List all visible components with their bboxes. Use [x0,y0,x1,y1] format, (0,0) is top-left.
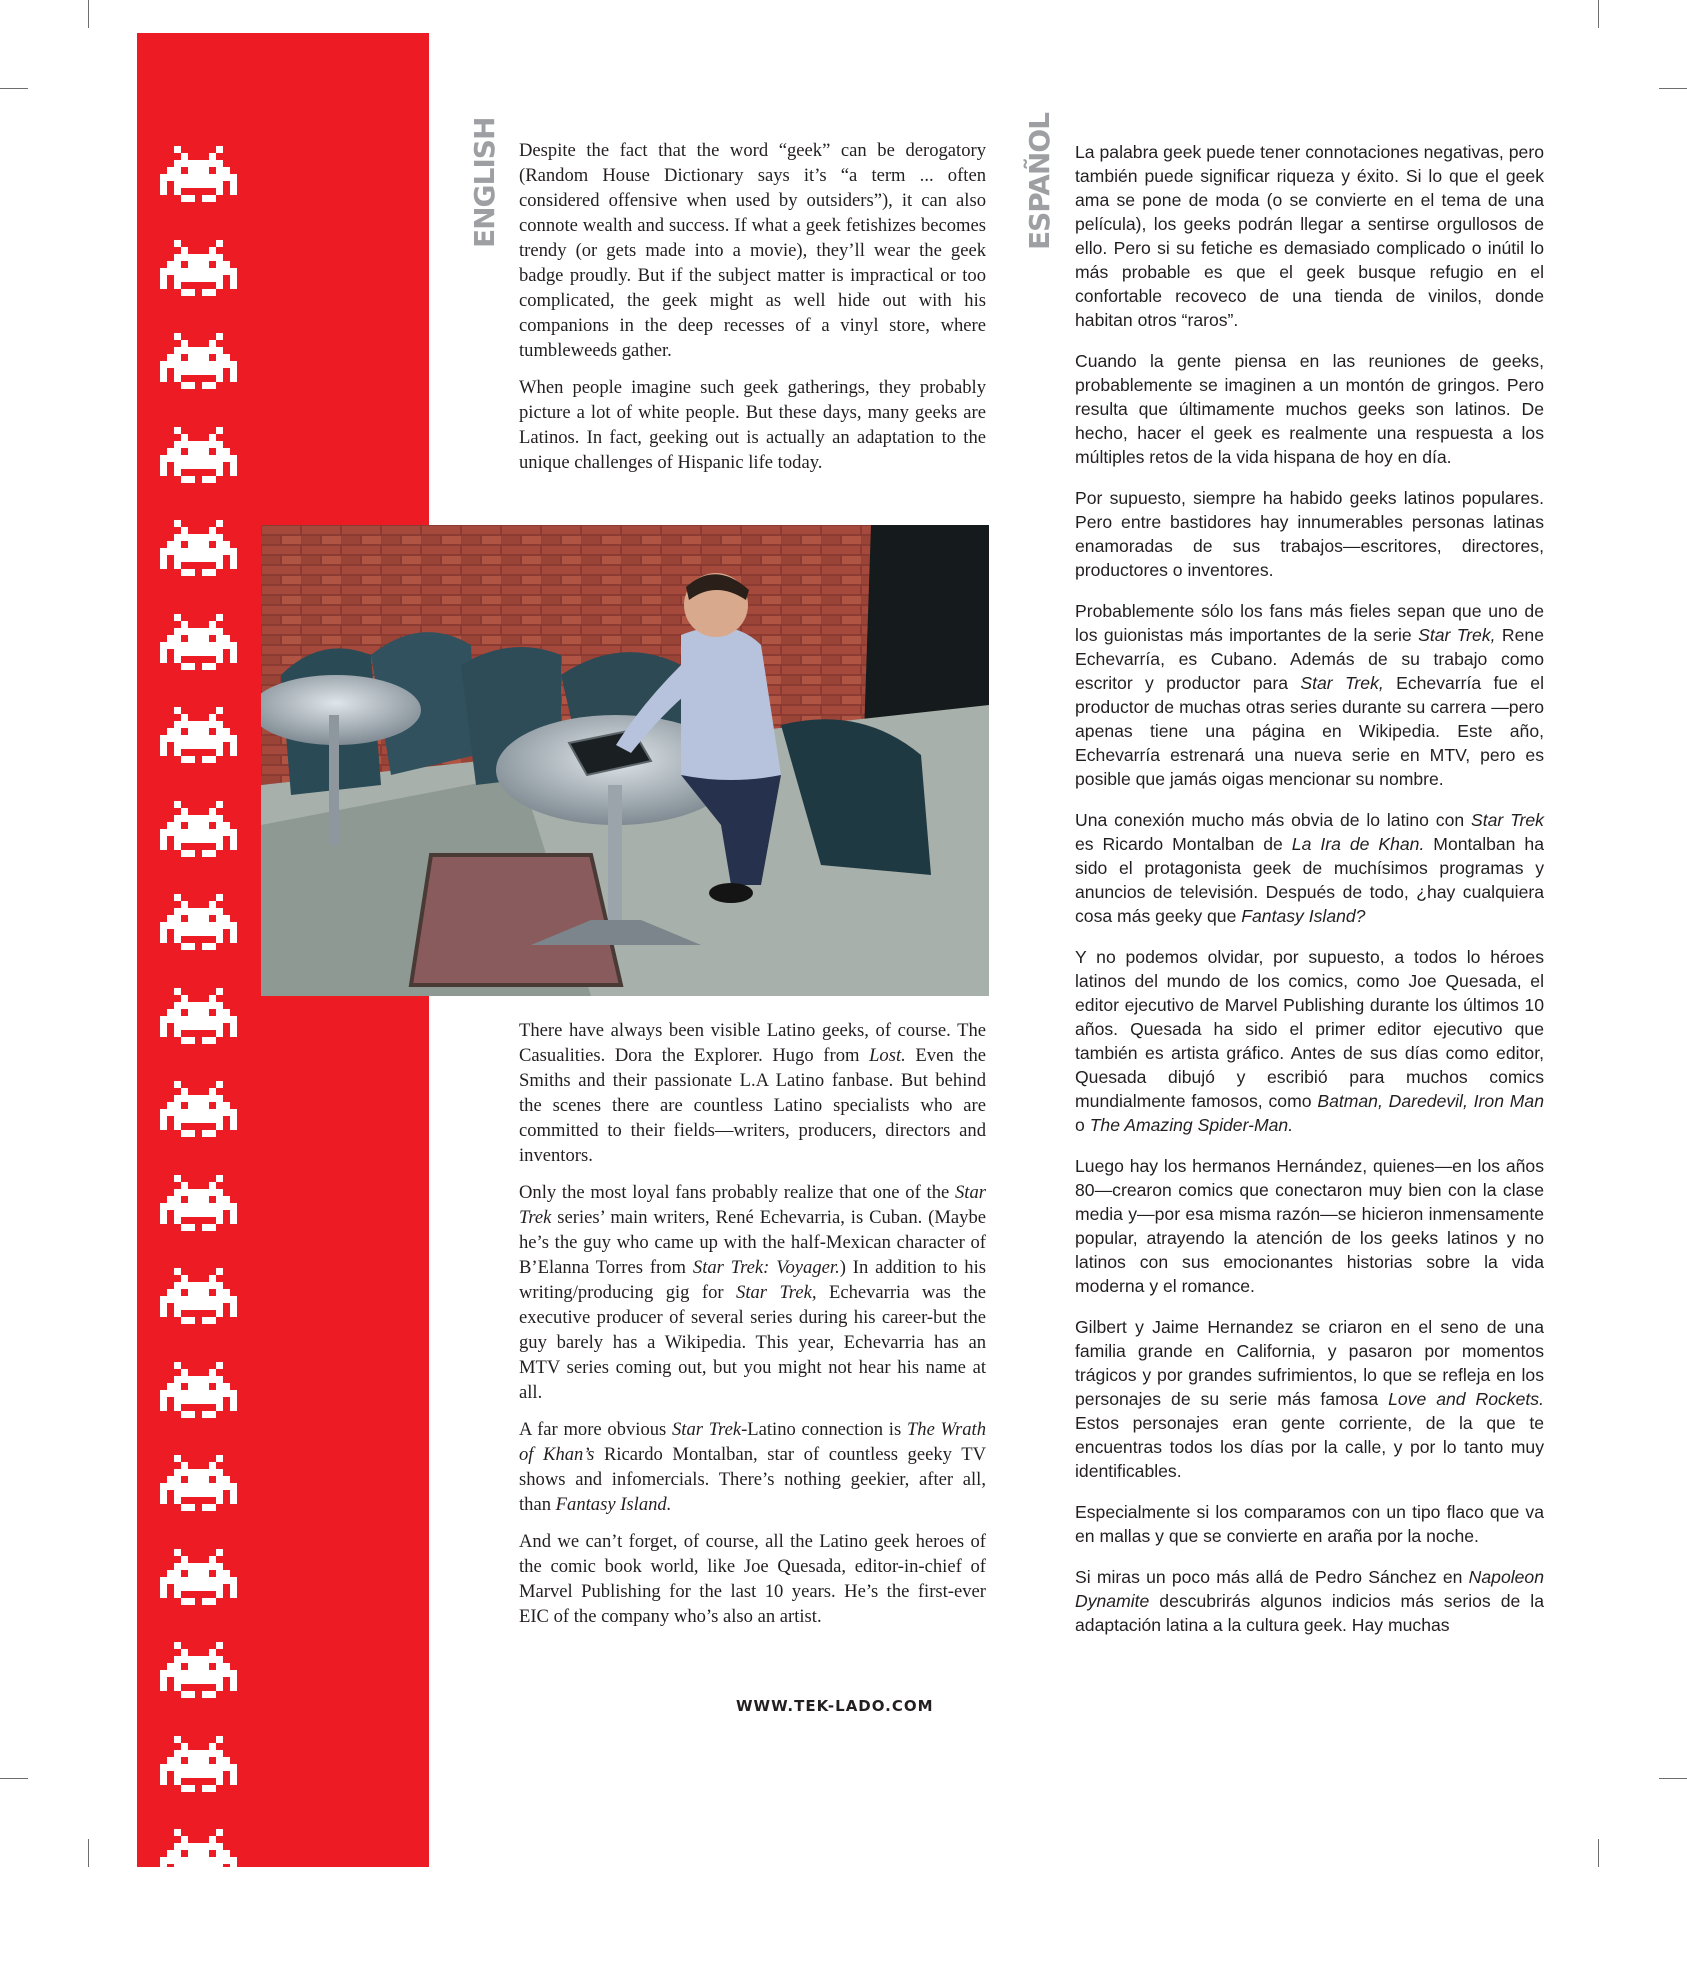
italic-title: Lost. [869,1045,906,1066]
space-invader-icon [160,707,237,763]
text-run: descubrirás algunos indicios más serios de la adaptación latina a la cultura geek. Hay muchas [1075,1591,1544,1635]
text-run: Montalban ha sido el protagonista geek de muchísimos programas y anuncios de televisión. Después de todo, ¿hay cualquiera cosa más geeky que [1075,834,1544,926]
italic-title: Star Trek [672,1419,742,1440]
crop-mark [1659,88,1687,89]
text-run: Y no podemos olvidar, por supuesto, a todos lo héroes latinos del mundo de los comics, como Joe Quesada, el editor ejecutivo de Marvel Publishing durante los últimos 10 años. Quesada ha sido el primer editor ejecutivo que también es artista gráfico. Antes de sus días como editor, Quesada dibujó y escribió para muchos comics mundialmente famosos, como [1075,947,1544,1111]
text-run: Ricardo Montalban, star of countless geeky TV shows and infomercials. There’s nothing geekier, after all, than [519,1444,986,1515]
italic-title: Fantasy Island. [555,1494,672,1515]
text-run: Echevarría fue el productor de muchas otras series durante su carrera —pero apenas tiene una página en Wikipedia. Este año, Echevarría estrenará una nueva serie en MTV, pero es posible que jamás oigas mencionar su nombre. [1075,673,1544,789]
english-paragraph [519,1018,986,1168]
man-with-tablet-at-cafe-table-photo [261,525,989,996]
italic-title: Star Trek [519,1182,986,1228]
italic-title: Star Trek, [1418,625,1496,645]
text-run: A far more obvious [519,1419,672,1440]
text-run: Only the most loyal fans probably realize that one of the [519,1182,955,1203]
text-run: Por supuesto, siempre ha habido geeks latinos populares. Pero entre bastidores hay innumerables personas latinas enamoradas de sus trabajos—escritores, directores, productores o inventores. [1075,488,1544,580]
text-run: Luego hay los hermanos Hernández, quienes—en los años 80—crearon comics que conectaron muy bien con la clase media y—por esa misma razón—se hicieron inmensamente popular, atrayendo la atención de los geeks latinos y no latinos con sus emocionantes historias sobre la vida moderna y el romance. [1075,1156,1544,1296]
spanish-text-column [1075,140,1544,1654]
space-invader-icon [160,1736,237,1792]
english-paragraph [519,1180,986,1405]
text-run: Probablemente sólo los fans más fieles sepan que uno de los guionistas más importantes de la serie [1075,601,1544,645]
text-run: And we can’t forget, of course, all the Latino geek heroes of the comic book world, like Joe Quesada, editor-in-chief of Marvel Publishing for the last 10 years. He’s the first-ever EIC of the company who’s also an artist. [519,1531,986,1627]
text-run: Gilbert y Jaime Hernandez se criaron en el seno de una familia grande en California, y pasaron por momentos trágicos y por grandes sufrimientos, lo que se refleja en los personajes de su serie más famosa [1075,1317,1544,1409]
spanish-paragraph [1075,808,1544,928]
text-run: series’ main writers, René Echevarria, is Cuban. (Maybe he’s the guy who came up with the half-Mexican character of B’Elanna Torres from [519,1207,986,1278]
text-run: La palabra geek puede tener connotaciones negativas, pero también puede significar riqueza y éxito. Si lo que el geek ama se pone de moda (o se convierte en el tema de una película), los geeks podrán llegar a sentirse orgullosos de ello. Pero si su fetiche es demasiado complicado o inútil lo más probable es que el geek busque refugio en el confortable recoveco de una tienda de vinilos, donde habitan otros “raros”. [1075,142,1544,330]
crop-mark [88,1839,89,1867]
article-photo [261,525,989,996]
italic-title: Love and Rockets. [1388,1389,1544,1409]
space-invader-icon [160,801,237,857]
italic-title: Napoleon Dynamite [1075,1567,1544,1611]
text-run: Despite the fact that the word “geek” can be derogatory (Random House Dictionary says it’s “a term ... often considered offensive when used by outsiders”), it can also connote wealth and success. If what a geek fetishizes becomes trendy (or gets made into a movie), they’ll wear the geek badge proudly. But if the subject matter is impractical or too complicated, the geek might as well hide out with his companions in the deep recesses of a vinyl store, where tumbleweeds gather. [519,140,986,361]
space-invader-icon [160,1642,237,1698]
italic-title: Star Trek: Voyager. [692,1257,840,1278]
english-paragraph [519,1417,986,1517]
space-invader-icon [160,240,237,296]
space-invader-icon [160,894,237,950]
text-run: Echevarria was the executive producer of several series during his career-but the guy barely has a Wikipedia. This year, Echevarria has an MTV series coming out, but you might not hear his name at all. [519,1282,986,1403]
text-run: Cuando la gente piensa en las reuniones de geeks, probablemente se imaginen a un montón de gringos. Pero resulta que últimamente muchos geeks son latinos. De hecho, hacer el geek es realmente una respuesta a los múltiples retos de la vida hispana de hoy en día. [1075,351,1544,467]
text-run: Rene Echevarría, es Cubano. Además de su trabajo como escritor y productor para [1075,625,1544,693]
spanish-paragraph [1075,1500,1544,1548]
english-column-label: ENGLISH [468,117,501,248]
text-run: Una conexión mucho más obvia de lo latino con [1075,810,1471,830]
space-invader-icon [160,1829,237,1885]
english-paragraph [519,138,986,363]
english-text-top [519,138,986,487]
text-run: Especialmente si los comparamos con un tipo flaco que va en mallas y que se convierte en araña por la noche. [1075,1502,1544,1546]
text-run: There have always been visible Latino geeks, of course. The Casualities. Dora the Explorer. Hugo from [519,1020,986,1066]
crop-mark [0,1778,28,1779]
english-paragraph [519,1529,986,1629]
english-text-bottom [519,1018,986,1641]
text-run: Si miras un poco más allá de Pedro Sánchez en [1075,1567,1469,1587]
space-invader-icon [160,1081,237,1137]
italic-title: Star Trek, [736,1282,817,1303]
italic-title: Star Trek, [1300,673,1384,693]
crop-mark [88,0,89,28]
space-invader-icon [160,1268,237,1324]
spanish-paragraph [1075,1154,1544,1298]
text-run: ) In addition to his writing/producing gig for [519,1257,987,1303]
spanish-paragraph [1075,599,1544,791]
space-invader-icon [160,146,237,202]
crop-mark [1659,1778,1687,1779]
website-url: WWW.TEK-LADO.COM [736,1697,934,1715]
text-run: -Latino connection is [741,1419,907,1440]
italic-title: La Ira de Khan. [1291,834,1425,854]
text-run: es Ricardo Montalban de [1075,834,1292,854]
spanish-paragraph [1075,1565,1544,1637]
spanish-paragraph [1075,349,1544,469]
space-invader-icon [160,988,237,1044]
text-run: When people imagine such geek gatherings, they probably picture a lot of white people. But these days, many geeks are Latinos. In fact, geeking out is actually an adaptation to the unique challenges of Hispanic life today. [519,377,986,473]
spanish-paragraph [1075,140,1544,332]
text-run: o [1075,1115,1090,1135]
space-invader-icon [160,1923,237,1979]
spanish-paragraph [1075,1315,1544,1483]
espanol-column-label: ESPAÑOL [1023,113,1056,250]
space-invader-icon [160,1455,237,1511]
italic-title: The Wrath of Khan’s [519,1419,987,1465]
text-run: Estos personajes eran gente corriente, de la que te encuentras todos los días por la calle, y por lo tanto muy identificables. [1075,1413,1544,1481]
space-invader-icon [160,520,237,576]
space-invader-icon [160,333,237,389]
italic-title: The Amazing Spider-Man. [1089,1115,1294,1135]
spanish-paragraph [1075,945,1544,1137]
crop-mark [0,88,28,89]
italic-title: Fantasy Island? [1241,906,1366,926]
italic-title: Batman, Daredevil, Iron Man [1317,1091,1545,1111]
space-invader-icon [160,1362,237,1418]
crop-mark [1598,0,1599,28]
space-invader-icon [160,614,237,670]
space-invader-icon [160,427,237,483]
text-run: Even the Smiths and their passionate L.A Latino fanbase. But behind the scenes there are countless Latino specialists who are committed to their fields—writers, producers, directors and inventors. [519,1045,986,1166]
space-invader-icon [160,1175,237,1231]
italic-title: Star Trek [1471,810,1544,830]
spanish-paragraph [1075,486,1544,582]
space-invader-icon [160,1549,237,1605]
english-paragraph [519,375,986,475]
crop-mark [1598,1839,1599,1867]
